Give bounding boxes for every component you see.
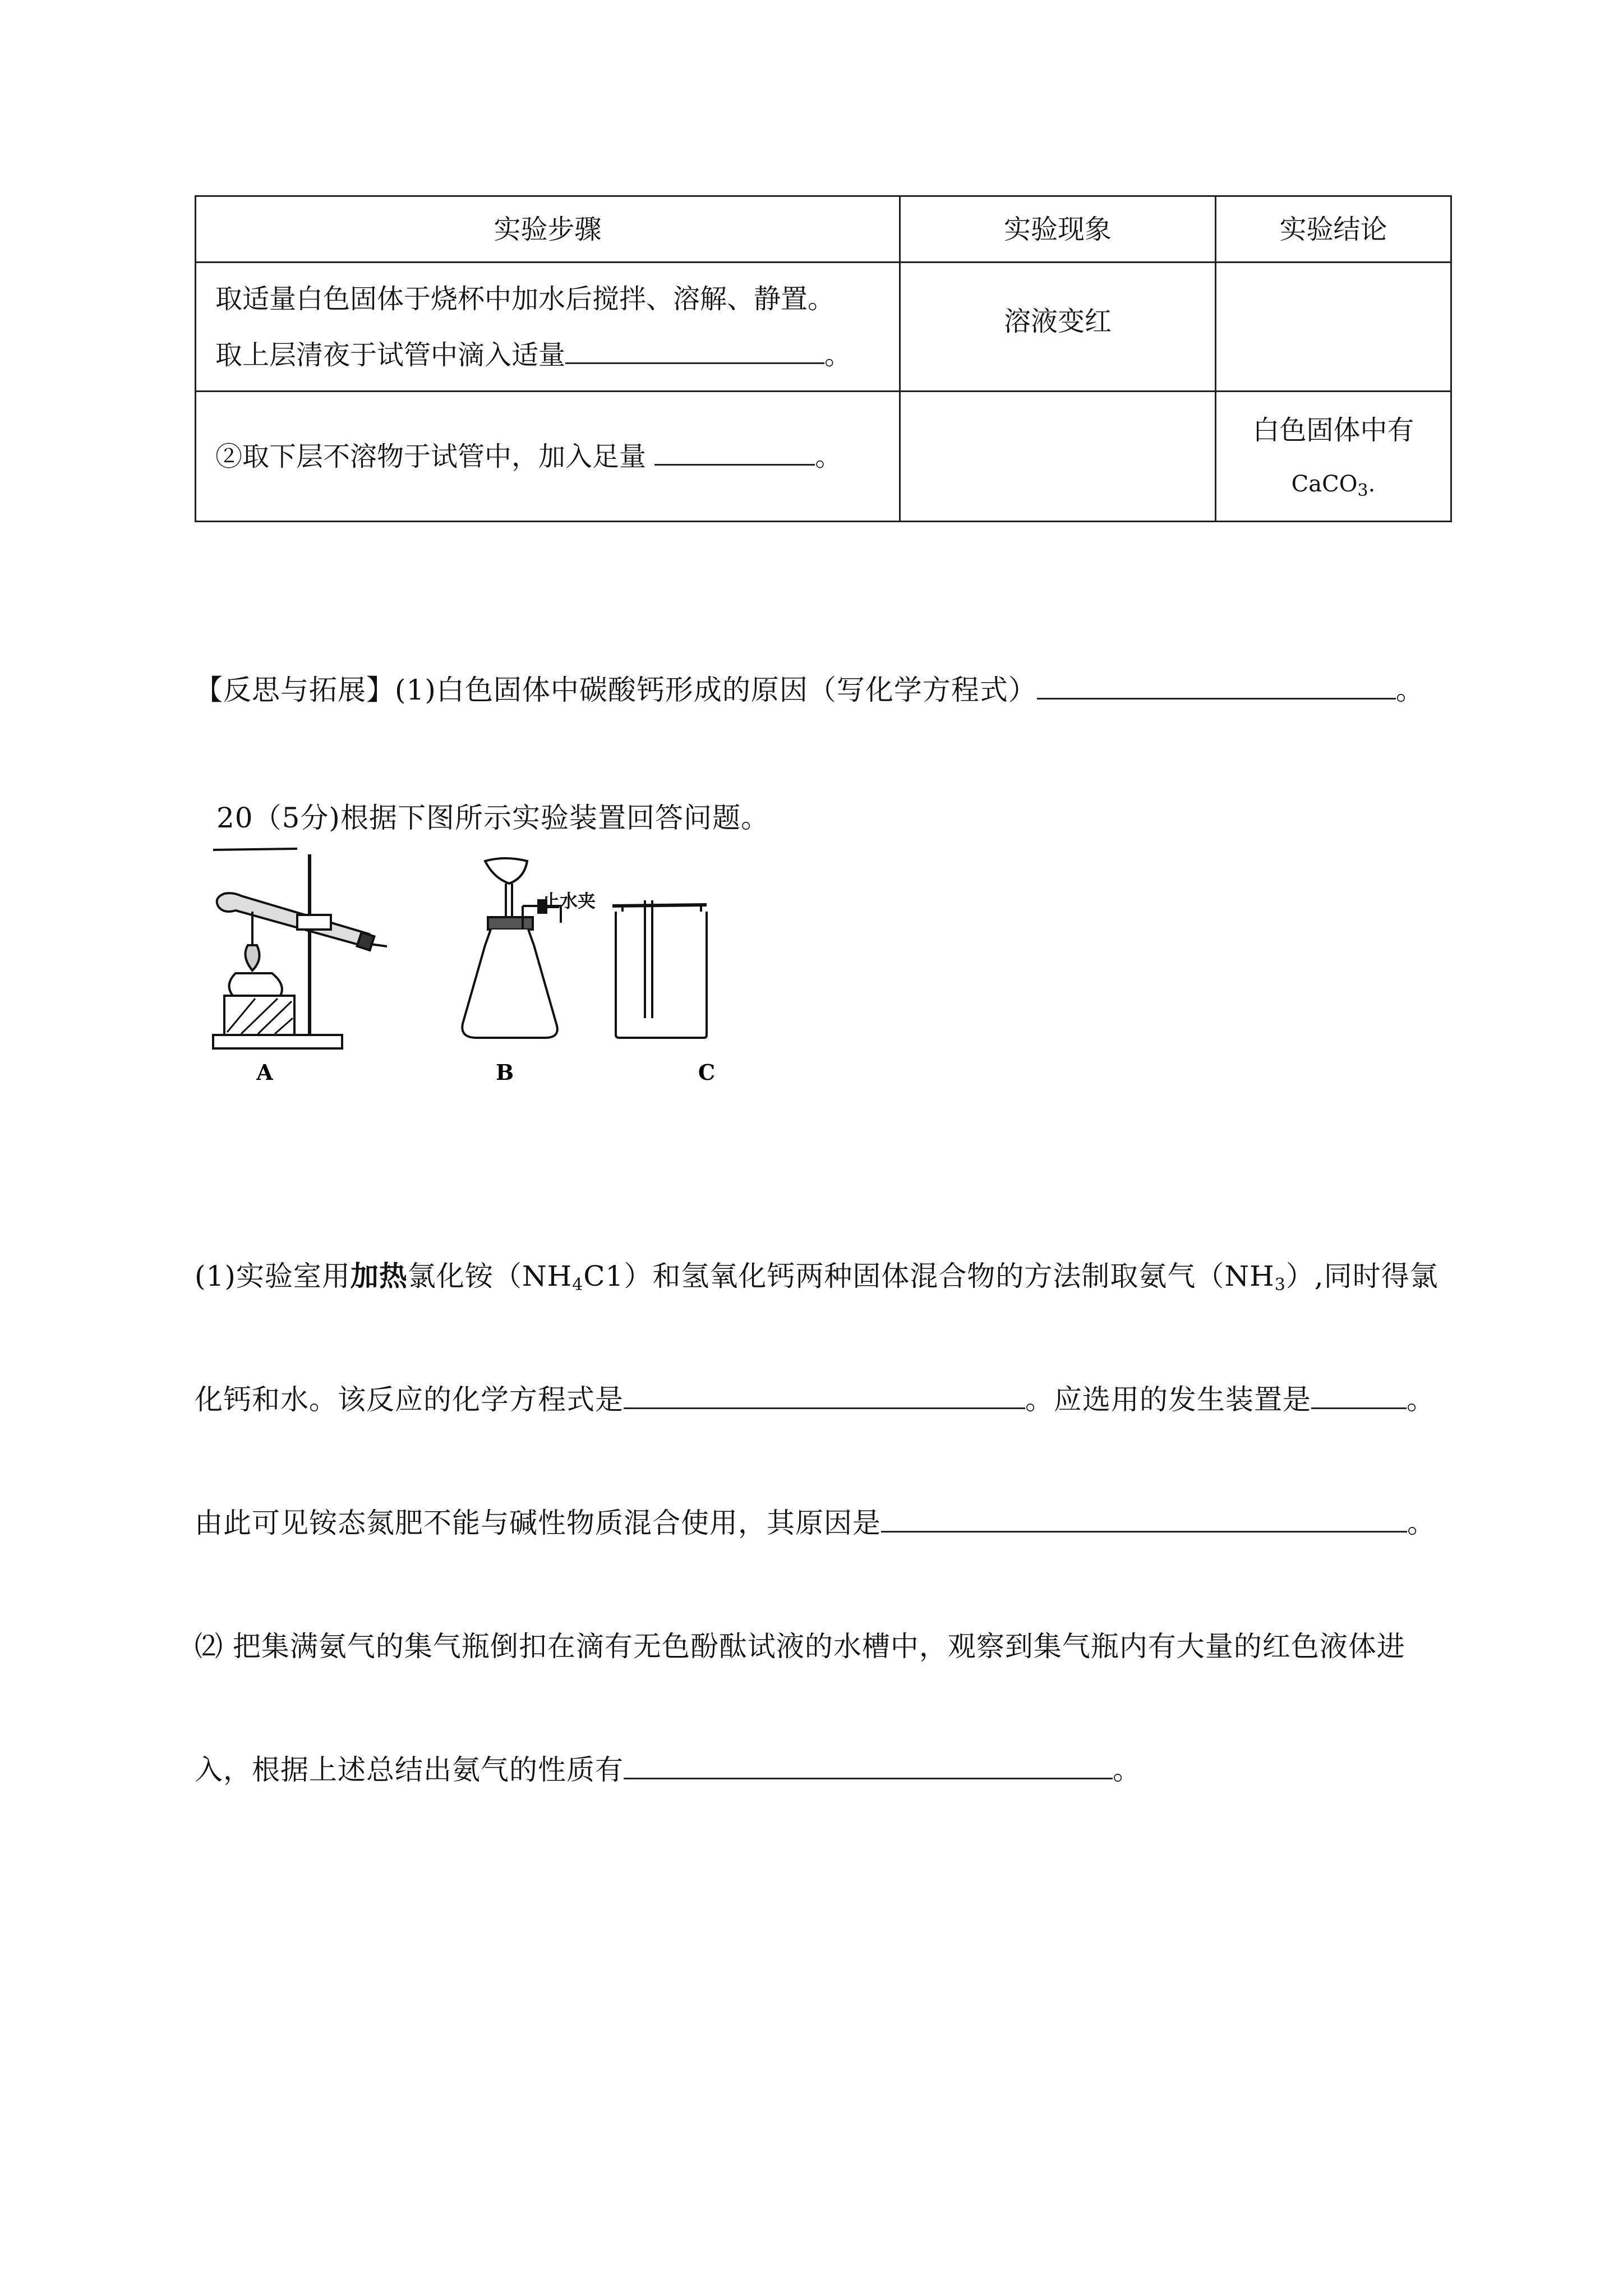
q20-p2-l2-text: 入，根据上述总结出氨气的性质有 <box>195 1754 624 1786</box>
apparatus-b <box>462 858 561 1038</box>
q20-p2-line2 <box>195 1747 1141 1788</box>
caco3-text: CaCO <box>1291 471 1358 497</box>
q20-p1-line2 <box>195 1377 1435 1418</box>
table-header-row <box>196 196 1451 263</box>
caco3-dot: . <box>1368 471 1376 497</box>
row2-step <box>196 392 900 522</box>
row2-conclusion-line2 <box>1217 467 1450 503</box>
answer-blank[interactable] <box>624 1757 1113 1779</box>
header-phenomenon: 实验现象 <box>900 196 1216 263</box>
q20-p2-l2-period: 。 <box>1113 1754 1141 1786</box>
answer-blank[interactable] <box>565 342 824 364</box>
answer-blank[interactable] <box>654 444 815 466</box>
row1-step-line2-text: 取上层清夜于试管中滴入适量 <box>215 339 566 371</box>
label-b: B <box>495 1060 514 1085</box>
reflection-period: 。 <box>1395 674 1424 706</box>
header-conclusion: 实验结论 <box>1216 196 1451 263</box>
apparatus-a <box>213 849 387 1048</box>
label-a: A <box>256 1060 273 1085</box>
row2-conclusion <box>1216 392 1451 522</box>
q20-p1-text-d: ）,同时得氯 <box>1285 1260 1438 1292</box>
table-row <box>196 263 1451 392</box>
nh4-sub: 4 <box>572 1275 584 1295</box>
row1-step-period: 。 <box>824 339 852 371</box>
answer-blank[interactable] <box>1311 1387 1407 1409</box>
row1-step-line2 <box>215 335 898 375</box>
row1-step-line1: 取适量白色固体于烧杯中加水后搅拌、溶解、静置。 <box>215 283 835 315</box>
row2-step-text: ②取下层不溶物于试管中，加入足量 <box>215 440 655 472</box>
q20-p1-text-a: (1)实验室用 <box>195 1260 351 1292</box>
row1-conclusion <box>1216 263 1451 392</box>
row1-phenomenon: 溶液变红 <box>900 263 1216 392</box>
label-c: C <box>698 1060 716 1085</box>
q20-p2-line1: ⑵ 把集满氨气的集气瓶倒扣在滴有无色酚酞试液的水槽中，观察到集气瓶内有大量的红色液体进 <box>195 1630 1405 1663</box>
q20-p1-line3 <box>195 1501 1436 1541</box>
row1-step <box>196 263 900 392</box>
q20-p1-l2-text-a: 化钙和水。该反应的化学方程式是 <box>195 1383 624 1416</box>
q20-p1-l3-text: 由此可见铵态氮肥不能与碱性物质混合使用，其原因是 <box>195 1507 881 1539</box>
reflection-line <box>195 668 1424 708</box>
q20-p1-text-c: C1）和氢氧化钙两种固体混合物的方法制取氨气（NH <box>583 1260 1275 1292</box>
q20-p1-l3-period: 。 <box>1407 1507 1436 1539</box>
row2-conclusion-line1: 白色固体中有 <box>1252 414 1414 446</box>
q20-title: 20（5分)根据下图所示实验装置回答问题。 <box>216 802 769 834</box>
header-step: 实验步骤 <box>196 196 900 263</box>
apparatus-figure <box>202 844 774 1091</box>
experiment-table <box>195 195 1452 522</box>
answer-blank[interactable] <box>881 1511 1407 1533</box>
q20-p1-line1 <box>195 1254 1438 1295</box>
clamp-label: 止水夹 <box>542 890 596 912</box>
caco3-sub: 3 <box>1357 480 1368 500</box>
table-row <box>196 392 1451 522</box>
answer-blank[interactable] <box>1037 678 1396 700</box>
q20-p1-l2-period: 。 <box>1407 1383 1435 1416</box>
apparatus-c <box>612 900 707 1038</box>
answer-blank[interactable] <box>624 1387 1025 1409</box>
q20-p1-bold: 加热 <box>350 1259 408 1292</box>
q20-p1-l2-text-b: 。应选用的发生装置是 <box>1025 1383 1311 1416</box>
nh3-sub: 3 <box>1274 1275 1286 1295</box>
q20-p1-text-b: 氯化铵（NH <box>407 1260 573 1292</box>
row2-step-period: 。 <box>815 440 842 472</box>
row2-phenomenon <box>900 392 1216 522</box>
reflection-text: 【反思与拓展】(1)白色固体中碳酸钙形成的原因（写化学方程式） <box>195 674 1037 706</box>
